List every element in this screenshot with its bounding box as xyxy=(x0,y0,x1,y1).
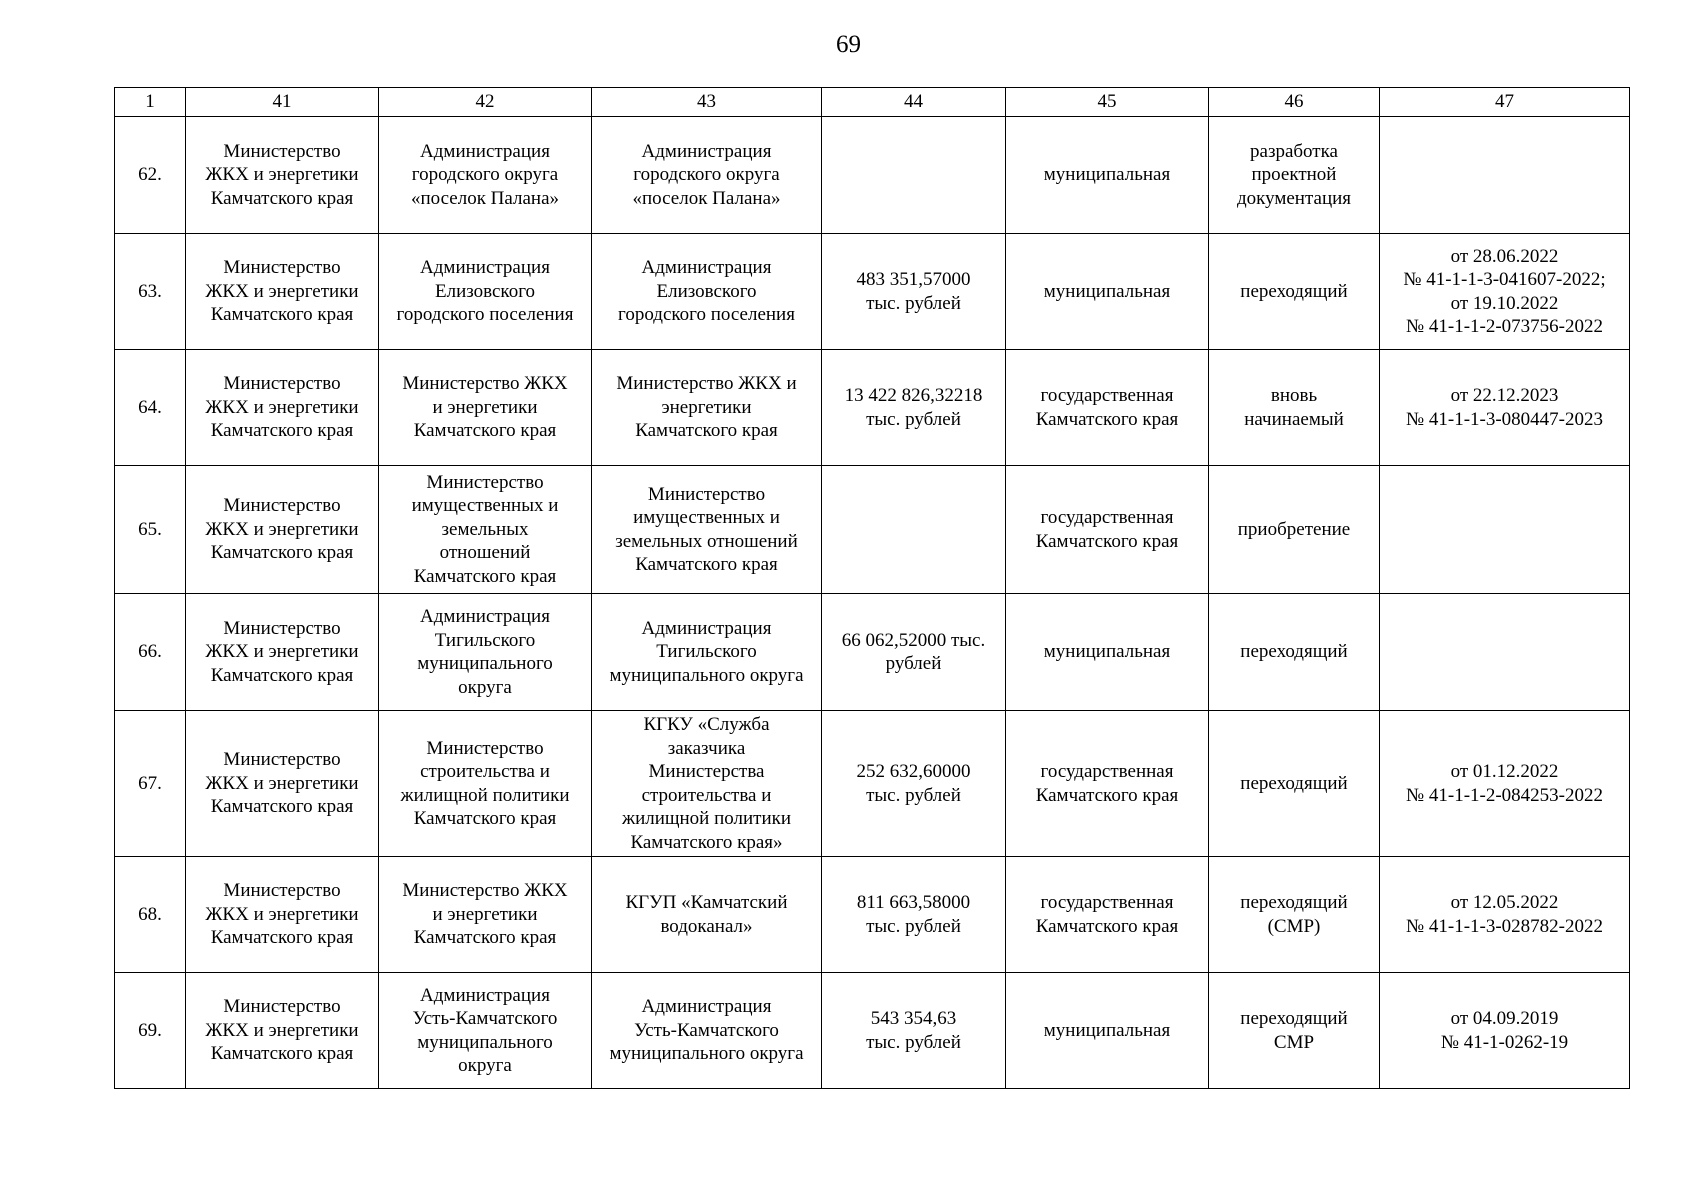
customer-cell: Министерство ЖКХ и энергетики Камчатского края xyxy=(379,857,592,973)
developer-cell: Министерство ЖКХ и энергетики Камчатского края xyxy=(592,350,822,466)
table-row xyxy=(115,973,1630,1089)
customer-cell: Министерство имущественных и земельных отношений Камчатского края xyxy=(379,466,592,594)
developer-cell: Администрация Тигильского муниципального округа xyxy=(592,594,822,711)
row-number-cell: 65. xyxy=(115,466,186,594)
cost-cell xyxy=(822,117,1006,234)
table-row xyxy=(115,350,1630,466)
table-row xyxy=(115,711,1630,857)
row-number-cell: 63. xyxy=(115,234,186,350)
responsible-body-cell: Министерство ЖКХ и энергетики Камчатского края xyxy=(186,350,379,466)
expertise-cell: от 28.06.2022 № 41-1-1-3-041607-2022; от 19.10.2022 № 41-1-1-2-073756-2022 xyxy=(1380,234,1630,350)
status-cell: вновь начинаемый xyxy=(1209,350,1380,466)
header-cell-col-44: 44 xyxy=(822,88,1006,117)
table-body xyxy=(115,117,1630,1089)
developer-cell: Администрация Елизовского городского поселения xyxy=(592,234,822,350)
expertise-cell: от 12.05.2022 № 41-1-1-3-028782-2022 xyxy=(1380,857,1630,973)
header-row xyxy=(115,88,1630,117)
row-number-cell: 68. xyxy=(115,857,186,973)
status-cell: переходящий xyxy=(1209,234,1380,350)
responsible-body-cell: Министерство ЖКХ и энергетики Камчатского края xyxy=(186,594,379,711)
ownership-cell: государственная Камчатского края xyxy=(1006,711,1209,857)
responsible-body-cell: Министерство ЖКХ и энергетики Камчатского края xyxy=(186,711,379,857)
header-cell-col-1: 1 xyxy=(115,88,186,117)
ownership-cell: государственная Камчатского края xyxy=(1006,466,1209,594)
table-row xyxy=(115,857,1630,973)
developer-cell: КГКУ «Служба заказчика Министерства строительства и жилищной политики Камчатского края» xyxy=(592,711,822,857)
customer-cell: Администрация городского округа «поселок Палана» xyxy=(379,117,592,234)
row-number-cell: 62. xyxy=(115,117,186,234)
responsible-body-cell: Министерство ЖКХ и энергетики Камчатского края xyxy=(186,466,379,594)
cost-cell: 483 351,57000 тыс. рублей xyxy=(822,234,1006,350)
cost-cell xyxy=(822,466,1006,594)
status-cell: разработка проектной документация xyxy=(1209,117,1380,234)
developer-cell: Министерство имущественных и земельных отношений Камчатского края xyxy=(592,466,822,594)
page-number: 69 xyxy=(836,31,861,58)
expertise-cell: от 04.09.2019 № 41-1-0262-19 xyxy=(1380,973,1630,1089)
status-cell: переходящий xyxy=(1209,594,1380,711)
table-row xyxy=(115,466,1630,594)
cost-cell: 811 663,58000 тыс. рублей xyxy=(822,857,1006,973)
status-cell: переходящий СМР xyxy=(1209,973,1380,1089)
responsible-body-cell: Министерство ЖКХ и энергетики Камчатского края xyxy=(186,857,379,973)
customer-cell: Администрация Елизовского городского поселения xyxy=(379,234,592,350)
expertise-cell xyxy=(1380,117,1630,234)
row-number-cell: 67. xyxy=(115,711,186,857)
table-header xyxy=(115,88,1630,117)
responsible-body-cell: Министерство ЖКХ и энергетики Камчатского края xyxy=(186,234,379,350)
developer-cell: Администрация городского округа «поселок Палана» xyxy=(592,117,822,234)
row-number-cell: 66. xyxy=(115,594,186,711)
header-cell-col-41: 41 xyxy=(186,88,379,117)
customer-cell: Администрация Усть-Камчатского муниципального округа xyxy=(379,973,592,1089)
developer-cell: КГУП «Камчатский водоканал» xyxy=(592,857,822,973)
ownership-cell: муниципальная xyxy=(1006,973,1209,1089)
expertise-cell xyxy=(1380,594,1630,711)
developer-cell: Администрация Усть-Камчатского муниципального округа xyxy=(592,973,822,1089)
header-cell-col-43: 43 xyxy=(592,88,822,117)
ownership-cell: муниципальная xyxy=(1006,117,1209,234)
status-cell: приобретение xyxy=(1209,466,1380,594)
ownership-cell: государственная Камчатского края xyxy=(1006,350,1209,466)
ownership-cell: муниципальная xyxy=(1006,234,1209,350)
expertise-cell: от 22.12.2023 № 41-1-1-3-080447-2023 xyxy=(1380,350,1630,466)
register-table xyxy=(114,87,1630,1089)
responsible-body-cell: Министерство ЖКХ и энергетики Камчатского края xyxy=(186,117,379,234)
cost-cell: 13 422 826,32218 тыс. рублей xyxy=(822,350,1006,466)
row-number-cell: 64. xyxy=(115,350,186,466)
ownership-cell: государственная Камчатского края xyxy=(1006,857,1209,973)
header-cell-col-42: 42 xyxy=(379,88,592,117)
customer-cell: Министерство строительства и жилищной политики Камчатского края xyxy=(379,711,592,857)
responsible-body-cell: Министерство ЖКХ и энергетики Камчатского края xyxy=(186,973,379,1089)
status-cell: переходящий (СМР) xyxy=(1209,857,1380,973)
expertise-cell xyxy=(1380,466,1630,594)
header-cell-col-46: 46 xyxy=(1209,88,1380,117)
customer-cell: Администрация Тигильского муниципального округа xyxy=(379,594,592,711)
table-row xyxy=(115,234,1630,350)
cost-cell: 252 632,60000 тыс. рублей xyxy=(822,711,1006,857)
table-row xyxy=(115,117,1630,234)
customer-cell: Министерство ЖКХ и энергетики Камчатского края xyxy=(379,350,592,466)
table-row xyxy=(115,594,1630,711)
cost-cell: 66 062,52000 тыс. рублей xyxy=(822,594,1006,711)
row-number-cell: 69. xyxy=(115,973,186,1089)
cost-cell: 543 354,63 тыс. рублей xyxy=(822,973,1006,1089)
ownership-cell: муниципальная xyxy=(1006,594,1209,711)
expertise-cell: от 01.12.2022 № 41-1-1-2-084253-2022 xyxy=(1380,711,1630,857)
status-cell: переходящий xyxy=(1209,711,1380,857)
header-cell-col-47: 47 xyxy=(1380,88,1630,117)
header-cell-col-45: 45 xyxy=(1006,88,1209,117)
